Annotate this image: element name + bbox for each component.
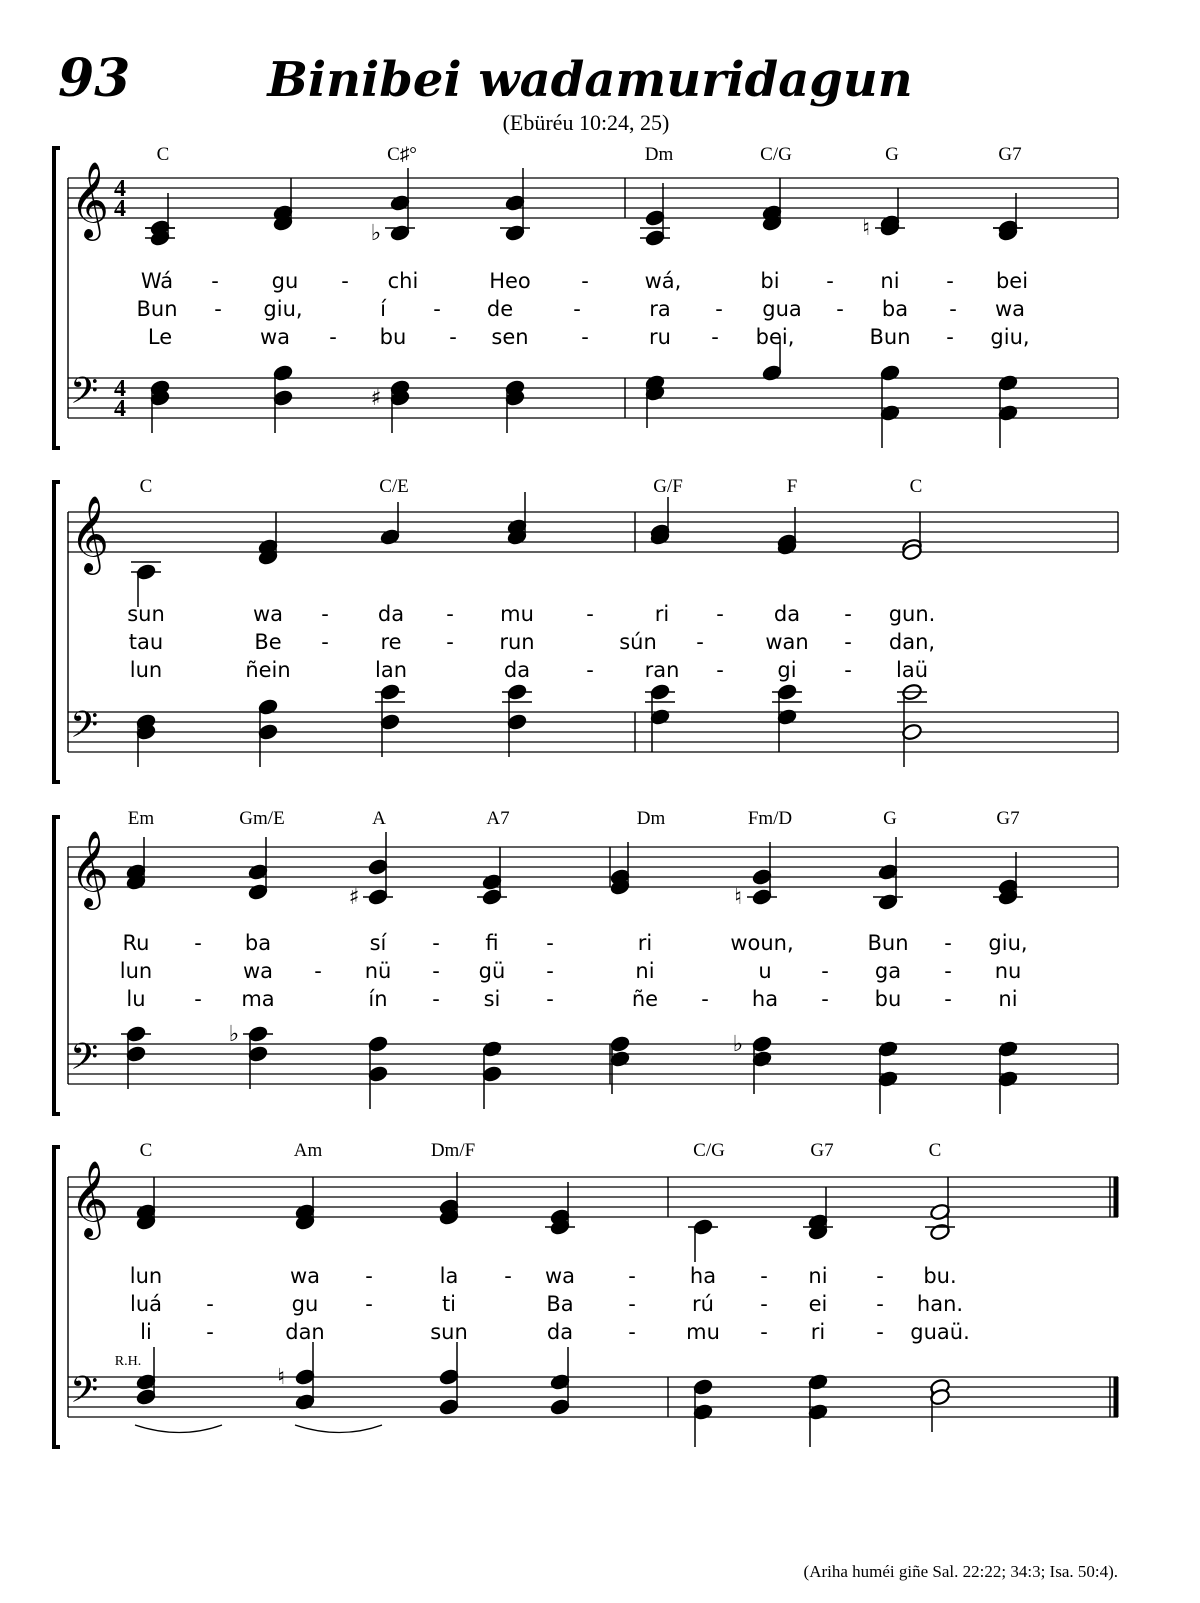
lyric-hyphen: - [194,931,202,955]
lyric-hyphen: - [214,297,222,321]
lyric-hyphen: - [696,630,704,654]
lyric-hyphen: - [329,325,337,349]
treble-clef: 𝄞 [70,1160,110,1237]
right-hand-marking: R.H. [114,1354,142,1369]
lyric-hyphen: - [944,987,952,1011]
lyric-syllable: bu [379,325,407,349]
lyric-syllable: Bun [867,931,909,955]
lyric-hyphen: - [876,1320,884,1344]
lyric-hyphen: - [876,1292,884,1316]
lyric-syllable: mu [686,1320,720,1344]
lyric-syllable: rú [692,1292,714,1316]
lyric-hyphen: - [760,1320,768,1344]
lyric-hyphen: - [546,959,554,983]
lyric-syllable: fi [485,931,499,955]
lyric-syllable: Ba [546,1292,574,1316]
system-2 [54,476,1118,782]
lyric-syllable: u [758,959,772,983]
lyric-syllable: lun [119,959,153,983]
lyric-hyphen: - [844,602,852,626]
lyric-hyphen: - [433,297,441,321]
lyric-syllable: da [377,602,405,626]
lyric-syllable: chi [387,269,419,293]
lyric-syllable: da [773,602,801,626]
hymn-number: 93 [58,48,131,109]
lyric-syllable: re [380,630,402,654]
lyric-syllable: Be [254,630,282,654]
lyric-hyphen: - [321,602,329,626]
lyric-syllable: gu [271,269,299,293]
lyric-syllable: han. [916,1292,964,1316]
chord-symbol: G7 [996,808,1020,829]
lyric-hyphen: - [573,297,581,321]
system-bracket [54,817,60,1114]
lyric-syllable: si [483,987,501,1011]
lyric-hyphen: - [946,325,954,349]
lyric-hyphen: - [546,931,554,955]
lyric-hyphen: - [821,959,829,983]
lyric-syllable: la [439,1264,459,1288]
lyric-syllable: Bun [869,325,911,349]
lyric-hyphen: - [701,987,709,1011]
lyric-syllable: giu, [263,297,303,321]
lyric-syllable: ni [635,959,655,983]
lyric-syllable: ran [644,658,680,682]
accidental: ♮ [734,885,742,910]
lyric-hyphen: - [446,602,454,626]
lyric-syllable: wa [252,602,284,626]
system-4 [54,1140,1118,1447]
lyric-syllable: lu [126,987,146,1011]
chord-symbol: C [156,144,170,165]
lyric-syllable: Bun [136,297,178,321]
lyric-syllable: bei, [755,325,795,349]
lyric-syllable: wa [242,959,274,983]
lyric-syllable: giu, [988,931,1028,955]
chord-symbol: C [909,476,923,497]
chord-symbol: Dm [644,144,674,165]
lyric-syllable: ri [654,602,670,626]
lyric-syllable: ba [881,297,909,321]
chord-symbol: A [372,808,386,829]
lyric-syllable: ñe [631,987,659,1011]
accidental: ♯ [348,885,360,910]
lyric-hyphen: - [586,602,594,626]
chord-symbol: Dm [636,808,666,829]
lyric-syllable: ha [751,987,779,1011]
lyric-syllable: dan, [888,630,936,654]
lyric-hyphen: - [944,931,952,955]
chord-symbol: A7 [486,808,510,829]
system-bracket [54,1147,60,1447]
lyric-syllable: gü [478,959,506,983]
lyric-hyphen: - [546,987,554,1011]
lyric-syllable: dan [285,1320,325,1344]
bass-clef: 𝄢 [70,370,99,421]
lyric-syllable: sun [430,1320,468,1344]
lyric-hyphen: - [206,1320,214,1344]
system-bracket [54,482,60,782]
lyric-hyphen: - [711,325,719,349]
lyric-syllable: Wá [140,269,174,293]
lyric-syllable: nu [994,959,1022,983]
lyric-syllable: ín [368,987,388,1011]
lyric-hyphen: - [365,1292,373,1316]
chord-symbol: C [928,1140,942,1161]
lyric-hyphen: - [876,1264,884,1288]
treble-clef: 𝄞 [70,161,110,238]
lyric-hyphen: - [949,297,957,321]
bass-clef: 𝄢 [70,1369,99,1420]
lyric-hyphen: - [211,269,219,293]
lyric-hyphen: - [628,1292,636,1316]
lyric-hyphen: - [432,987,440,1011]
lyric-syllable: sí [369,931,387,955]
chord-symbol: F [786,476,798,497]
lyric-hyphen: - [446,630,454,654]
accidental: ♭ [370,221,382,246]
lyric-hyphen: - [844,658,852,682]
lyric-syllable: sen [491,325,529,349]
lyric-hyphen: - [715,297,723,321]
lyric-syllable: run [499,630,535,654]
lyric-syllable: woun, [730,931,794,955]
lyric-syllable: da [546,1320,574,1344]
chord-symbol: C/G [760,144,792,165]
lyric-hyphen: - [581,325,589,349]
lyric-hyphen: - [844,630,852,654]
chord-symbol: C [139,476,153,497]
slur [295,1425,382,1433]
lyric-hyphen: - [504,1264,512,1288]
lyric-hyphen: - [716,658,724,682]
chord-symbol: C/G [693,1140,725,1161]
lyric-syllable: guaü. [910,1320,970,1344]
lyric-syllable: lun [129,658,163,682]
accidental: ♮ [277,1365,285,1390]
lyric-syllable: sun [127,602,165,626]
lyric-hyphen: - [716,602,724,626]
lyric-hyphen: - [341,269,349,293]
lyric-hyphen: - [826,269,834,293]
chord-symbol: C♯° [387,144,417,165]
lyric-syllable: lan [374,658,408,682]
lyric-syllable: lun [129,1264,163,1288]
lyric-syllable: ni [880,269,900,293]
lyric-syllable: ni [808,1264,828,1288]
lyric-syllable: laü [895,658,929,682]
lyric-syllable: gi [777,658,797,682]
lyric-syllable: sún [619,630,657,654]
footnote: (Ariha huméi giñe Sal. 22:22; 34:3; Isa. 50:4). [803,1562,1118,1581]
chord-symbol: Am [293,1140,323,1161]
lyric-syllable: Heo [489,269,531,293]
lyric-syllable: gua [762,297,802,321]
lyric-hyphen: - [581,269,589,293]
lyric-hyphen: - [321,630,329,654]
lyric-syllable: ei [808,1292,828,1316]
lyric-syllable: í [380,297,386,321]
lyric-hyphen: - [194,987,202,1011]
lyric-syllable: wa [259,325,291,349]
lyric-syllable: Le [147,325,173,349]
treble-time-signature-top: 4 [114,176,126,202]
lyric-syllable: wa [544,1264,576,1288]
chord-symbol: G [885,144,899,165]
bass-clef: 𝄢 [70,1036,99,1087]
lyric-syllable: ra [649,297,671,321]
lyric-hyphen: - [586,658,594,682]
lyric-syllable: li [140,1320,152,1344]
lyric-syllable: gu [291,1292,319,1316]
accidental: ♭ [732,1032,744,1057]
lyric-hyphen: - [760,1292,768,1316]
lyric-syllable: wa [289,1264,321,1288]
bass-clef: 𝄢 [70,704,99,755]
lyric-syllable: bei [995,269,1029,293]
chord-symbol: G7 [998,144,1022,165]
lyric-syllable: giu, [990,325,1030,349]
lyric-syllable: wan [765,630,809,654]
accidental: ♯ [370,386,382,411]
bass-time-signature-bottom: 4 [114,396,126,422]
system-bracket [54,148,60,448]
lyric-syllable: mu [500,602,534,626]
chord-symbol: G [883,808,897,829]
lyric-hyphen: - [836,297,844,321]
lyric-syllable: ri [637,931,653,955]
lyric-syllable: tau [128,630,164,654]
bass-time-signature-top: 4 [114,376,126,402]
lyric-syllable: nü [364,959,392,983]
chord-symbol: G7 [810,1140,834,1161]
scripture-reference: (Ebüréu 10:24, 25) [502,110,670,135]
lyric-syllable: de [486,297,514,321]
lyric-syllable: luá [129,1292,163,1316]
lyric-syllable: ba [244,931,272,955]
lyric-hyphen: - [944,959,952,983]
lyric-syllable: ma [241,987,275,1011]
lyric-hyphen: - [432,931,440,955]
lyric-hyphen: - [365,1264,373,1288]
lyric-syllable: bi [760,269,780,293]
accidental: ♮ [862,216,870,241]
chord-symbol: Dm/F [430,1140,476,1161]
treble-clef: 𝄞 [70,830,110,907]
slur [135,1425,222,1433]
lyric-syllable: Ru [122,931,150,955]
accidental: ♭ [228,1022,240,1047]
lyric-syllable: ha [689,1264,717,1288]
lyric-syllable: ñein [245,658,291,682]
lyric-syllable: da [503,658,531,682]
lyric-syllable: ti [441,1292,457,1316]
lyric-hyphen: - [628,1264,636,1288]
lyric-syllable: bu [874,987,902,1011]
lyric-syllable: bu. [923,1264,957,1288]
chord-symbol: C/E [379,476,409,497]
treble-time-signature-bottom: 4 [114,196,126,222]
chord-symbol: C [139,1140,153,1161]
lyric-hyphen: - [821,987,829,1011]
system-3 [54,808,1118,1114]
chord-symbol: Gm/E [239,808,285,829]
treble-clef: 𝄞 [70,495,110,572]
lyric-hyphen: - [432,959,440,983]
lyric-syllable: gun. [888,602,936,626]
lyric-hyphen: - [314,959,322,983]
lyric-syllable: wá, [644,269,682,293]
lyric-hyphen: - [946,269,954,293]
chord-symbol: Em [127,808,155,829]
lyric-syllable: ga [874,959,902,983]
lyric-hyphen: - [449,325,457,349]
lyric-hyphen: - [628,1320,636,1344]
lyric-syllable: ni [998,987,1018,1011]
lyric-syllable: wa [994,297,1026,321]
lyric-hyphen: - [760,1264,768,1288]
hymn-title: Binibei wadamuridagun [267,52,913,108]
chord-symbol: G/F [653,476,683,497]
lyric-syllable: ri [810,1320,826,1344]
lyric-syllable: ru [649,325,671,349]
system-1 [54,144,1118,448]
lyric-hyphen: - [206,1292,214,1316]
chord-symbol: Fm/D [747,808,793,829]
